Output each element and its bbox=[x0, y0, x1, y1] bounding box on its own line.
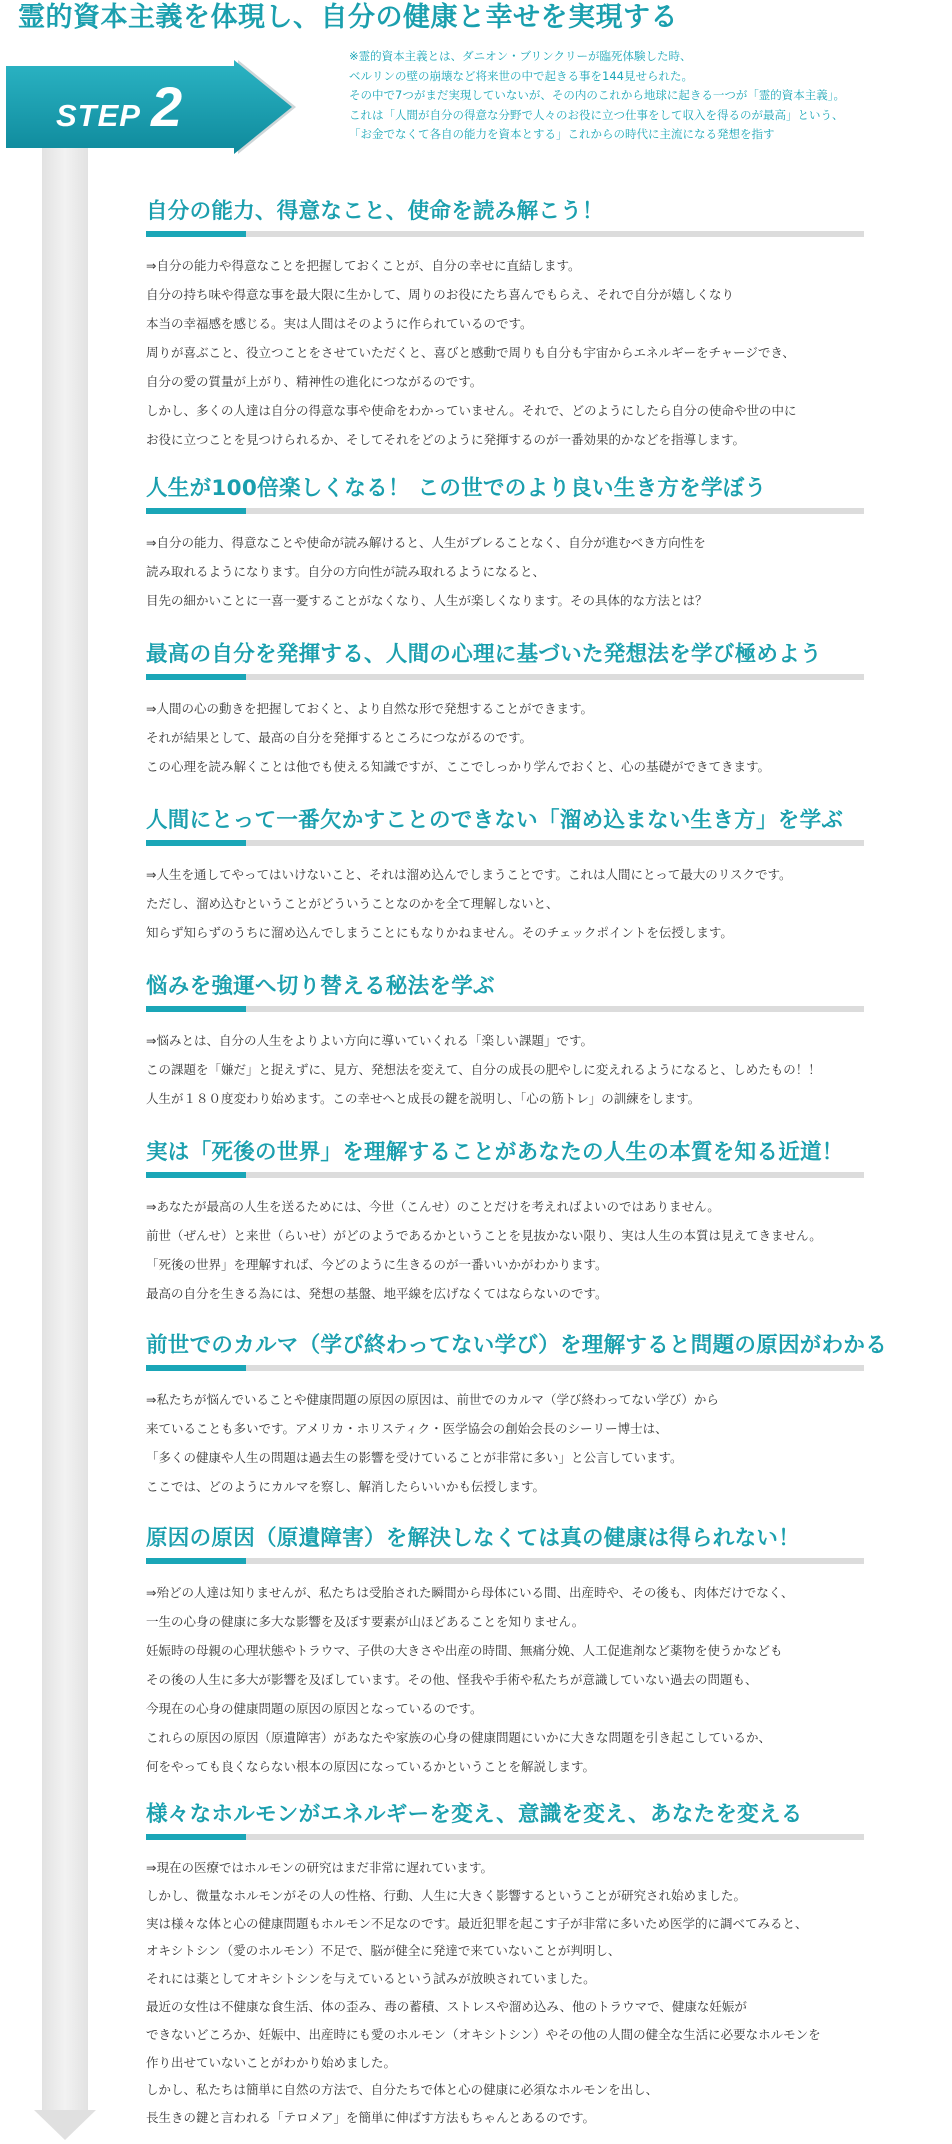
section-body bbox=[146, 528, 936, 615]
body-line: 読み取れるようになります。自分の方向性が読み取れるようになると、 bbox=[146, 564, 546, 579]
body-line: ⇒あなたが最高の人生を送るためには、今世（こんせ）のことだけを考えればよいのではありません。 bbox=[146, 1199, 720, 1214]
body-line: 「多くの健康や人生の問題は過去生の影響を受けていることが非常に多い」と公言しています。 bbox=[146, 1450, 683, 1465]
intro-line: 「お金でなくて各自の能力を資本とする」これからの時代に主流になる発想を指す bbox=[349, 127, 775, 141]
body-line: 最近の女性は不健康な食生活、体の歪み、毒の蓄積、ストレスや溜め込み、他のトラウマで、健康な妊娠が bbox=[146, 1998, 747, 2014]
section-divider-accent bbox=[146, 508, 246, 514]
section-title: 前世でのカルマ（学び終わってない学び）を理解すると問題の原因がわかる bbox=[146, 1333, 887, 1358]
body-line: 知らず知らずのうちに溜め込んでしまうことにもなりかねません。そのチェックポイントを伝授します。 bbox=[146, 925, 733, 940]
body-line: ⇒自分の能力、得意なことや使命が読み解けると、人生がブレることなく、自分が進むべき方向性を bbox=[146, 535, 706, 550]
body-line: その後の人生に多大が影響を及ぼしています。その他、怪我や手術や私たちが意識していない過去の問題も、 bbox=[146, 1672, 758, 1687]
section-divider bbox=[146, 840, 864, 846]
section-divider bbox=[146, 1365, 864, 1371]
section-divider bbox=[146, 1172, 864, 1178]
section-title: 様々なホルモンがエネルギーを変え、意識を変え、あなたを変える bbox=[146, 1802, 803, 1827]
section-body bbox=[146, 694, 936, 781]
body-line: ⇒私たちが悩んでいることや健康問題の原因の原因は、前世でのカルマ（学び終わってない学び）から bbox=[146, 1392, 719, 1407]
section-divider bbox=[146, 674, 864, 680]
section-title: 人間にとって一番欠かすことのできない「溜め込まない生き方」を学ぶ bbox=[146, 808, 844, 833]
section-body bbox=[146, 1026, 936, 1113]
body-line: ⇒殆どの人達は知りませんが、私たちは受胎された瞬間から母体にいる間、出産時や、その後も、肉体だけでなく、 bbox=[146, 1585, 794, 1600]
body-line: 一生の心身の健康に多大な影響を及ぼす要素が山ほどあることを知りません。 bbox=[146, 1614, 585, 1629]
section-hormones bbox=[146, 1800, 936, 2132]
body-line: ⇒悩みとは、自分の人生をよりよい方向に導いていくれる「楽しい課題」です。 bbox=[146, 1033, 593, 1048]
section-divider bbox=[146, 231, 864, 237]
body-line: 最高の自分を生きる為には、発想の基盤、地平線を広げなくてはならないのです。 bbox=[146, 1286, 608, 1301]
section-life-100x bbox=[146, 474, 936, 615]
body-line: オキシトシン（愛のホルモン）不足で、脳が健全に発達で来ていないことが判明し、 bbox=[146, 1943, 621, 1959]
section-divider bbox=[146, 1006, 864, 1012]
body-line: 周りが喜ぶこと、役立つことをさせていただくと、喜びと感動で周りも自分も宇宙からエネルギーをチャージでき、 bbox=[146, 345, 795, 360]
body-line: しかし、微量なホルモンがその人の性格、行動、人生に大きく影響するということが研究され始めました。 bbox=[146, 1887, 747, 1903]
body-line: ただし、溜め込むということがどういうことなのかを全て理解しないと、 bbox=[146, 896, 559, 911]
section-title: 悩みを強運へ切り替える秘法を学ぶ bbox=[146, 974, 495, 999]
body-line: しかし、私たちは簡単に自然の方法で、自分たちで体と心の健康に必須なホルモンを出し、 bbox=[146, 2082, 659, 2098]
section-body bbox=[146, 251, 936, 454]
intro-line: これは「人間が自分の得意な分野で人々のお役に立つ仕事をして収入を得るのが最高」という、 bbox=[349, 107, 844, 122]
body-line: 作り出せていないことがわかり始めました。 bbox=[146, 2054, 397, 2070]
section-body bbox=[146, 1854, 936, 2132]
step-number: 2 bbox=[150, 75, 183, 138]
body-line: 来ていることも多いです。アメリカ・ホリスティク・医学協会の創始会長のシーリー博士は、 bbox=[146, 1421, 668, 1436]
body-line: 前世（ぜんせ）と来世（らいせ）がどのようであるかということを見抜かない限り、実は人生の本質は見えてきません。 bbox=[146, 1228, 822, 1243]
step-label bbox=[56, 74, 182, 140]
section-body bbox=[146, 1385, 936, 1501]
body-line: 目先の細かいことに一喜一憂することがなくなり、人生が楽しくなります。その具体的な方法とは？ bbox=[146, 593, 708, 608]
section-divider bbox=[146, 508, 864, 514]
section-worries-to-luck bbox=[146, 972, 936, 1113]
body-line: ⇒人生を通してやってはいけないこと、それは溜め込んでしまうことです。これは人間にとって最大のリスクです。 bbox=[146, 867, 792, 882]
body-line: 自分の愛の質量が上がり、精神性の進化につながるのです。 bbox=[146, 374, 483, 389]
body-line: ⇒人間の心の動きを把握しておくと、より自然な形で発想することができます。 bbox=[146, 701, 593, 716]
section-divider-accent bbox=[146, 840, 246, 846]
section-body bbox=[146, 1192, 936, 1308]
section-divider-accent bbox=[146, 1365, 246, 1371]
body-line: 自分の持ち味や得意な事を最大限に生かして、周りのお役にたち喜んでもらえ、それで自分が嬉しくなり bbox=[146, 287, 735, 302]
section-body bbox=[146, 860, 936, 947]
body-line: 何をやっても良くならない根本の原因になっているかということを解説します。 bbox=[146, 1759, 596, 1774]
section-divider bbox=[146, 1834, 864, 1840]
section-divider-accent bbox=[146, 231, 246, 237]
step-word: STEP bbox=[56, 98, 141, 133]
section-karma bbox=[146, 1331, 936, 1501]
body-line: 本当の幸福感を感じる。実は人間はそのように作られているのです。 bbox=[146, 316, 533, 331]
body-line: 人生が１８０度変わり始めます。この幸せへと成長の鍵を説明し、「心の筋トレ」の訓練をします。 bbox=[146, 1091, 701, 1106]
section-body bbox=[146, 1578, 936, 1781]
section-divider bbox=[146, 1558, 864, 1564]
section-abilities bbox=[146, 197, 936, 454]
intro-note bbox=[349, 47, 944, 145]
section-divider-accent bbox=[146, 1558, 246, 1564]
body-line: 「死後の世界」を理解すれば、今どのように生きるのが一番いいかがわかります。 bbox=[146, 1257, 608, 1272]
timeline-bar bbox=[42, 118, 88, 2118]
body-line: 実は様々な体と心の健康問題もホルモン不足なのです。最近犯罪を起こす子が非常に多いため医学的に調べてみると、 bbox=[146, 1915, 808, 1931]
intro-line: ※霊的資本主義とは、ダニオン・ブリンクリーが臨死体験した時、 bbox=[349, 49, 692, 63]
page-title: 霊的資本主義を体現し、自分の健康と幸せを実現する bbox=[18, 2, 678, 33]
intro-line: ベルリンの壁の崩壊など将来世の中で起きる事を144見せられた。 bbox=[349, 68, 693, 83]
section-divider-accent bbox=[146, 674, 246, 680]
section-no-accumulation bbox=[146, 806, 936, 947]
section-title: 最高の自分を発揮する、人間の心理に基づいた発想法を学び極めよう bbox=[146, 642, 822, 667]
body-line: ⇒自分の能力や得意なことを把握しておくことが、自分の幸せに直結します。 bbox=[146, 258, 581, 273]
body-line: ⇒現在の医療ではホルモンの研究はまだ非常に遅れています。 bbox=[146, 1860, 493, 1875]
section-afterlife bbox=[146, 1138, 936, 1308]
body-line: しかし、多くの人達は自分の得意な事や使命をわかっていません。それで、どのようにしたら自分の使命や世の中に bbox=[146, 403, 797, 418]
timeline-arrow-head bbox=[34, 2110, 96, 2140]
intro-line: その中で7つがまだ実現していないが、その内のこれから地球に起きる一つが「霊的資本主義」。 bbox=[349, 88, 846, 102]
body-line: 長生きの鍵と言われる「テロメア」を簡単に伸ばす方法もちゃんとあるのです。 bbox=[146, 2110, 596, 2126]
body-line: 妊娠時の母親の心理状態やトラウマ、子供の大きさや出産の時間、無痛分娩、人工促進剤など薬物を使うかなども bbox=[146, 1643, 783, 1658]
section-title: 原因の原因（原遺障害）を解決しなくては真の健康は得られない！ bbox=[146, 1526, 801, 1551]
section-divider-accent bbox=[146, 1834, 246, 1840]
body-line: この心理を読み解くことは他でも使える知識ですが、ここでしっかり学んでおくと、心の基礎ができてきます。 bbox=[146, 759, 771, 774]
section-title: 実は「死後の世界」を理解することがあなたの人生の本質を知る近道！ bbox=[146, 1140, 844, 1165]
section-psychology bbox=[146, 640, 936, 781]
body-line: この課題を「嫌だ」と捉えずに、見方、発想法を変えて、自分の成長の肥やしに変えれるようになると、しめたもの！！ bbox=[146, 1062, 821, 1077]
step-badge bbox=[6, 60, 302, 160]
body-line: お役に立つことを見つけられるか、そしてそれをどのように発揮するのが一番効果的かなどを指導します。 bbox=[146, 432, 746, 447]
body-line: それには薬としてオキシトシンを与えているという試みが放映されていました。 bbox=[146, 1971, 596, 1987]
body-line: 今現在の心身の健康問題の原因の原因となっているのです。 bbox=[146, 1701, 483, 1716]
section-title: 人生が100倍楽しくなる！ この世でのより良い生き方を学ぼう bbox=[146, 476, 767, 501]
body-line: これらの原因の原因（原遺障害）があなたや家族の心身の健康問題にいかに大きな問題を引き起こしているか、 bbox=[146, 1730, 772, 1745]
section-root-cause bbox=[146, 1524, 936, 1781]
section-divider-accent bbox=[146, 1006, 246, 1012]
body-line: できないどころか、妊娠中、出産時にも愛のホルモン（オキシトシン）やその他の人間の健全な生活に必要なホルモンを bbox=[146, 2026, 821, 2042]
body-line: それが結果として、最高の自分を発揮するところにつながるのです。 bbox=[146, 730, 533, 745]
section-divider-accent bbox=[146, 1172, 246, 1178]
body-line: ここでは、どのようにカルマを察し、解消したらいいかも伝授します。 bbox=[146, 1479, 546, 1494]
section-title: 自分の能力、得意なこと、使命を読み解こう！ bbox=[146, 199, 604, 224]
